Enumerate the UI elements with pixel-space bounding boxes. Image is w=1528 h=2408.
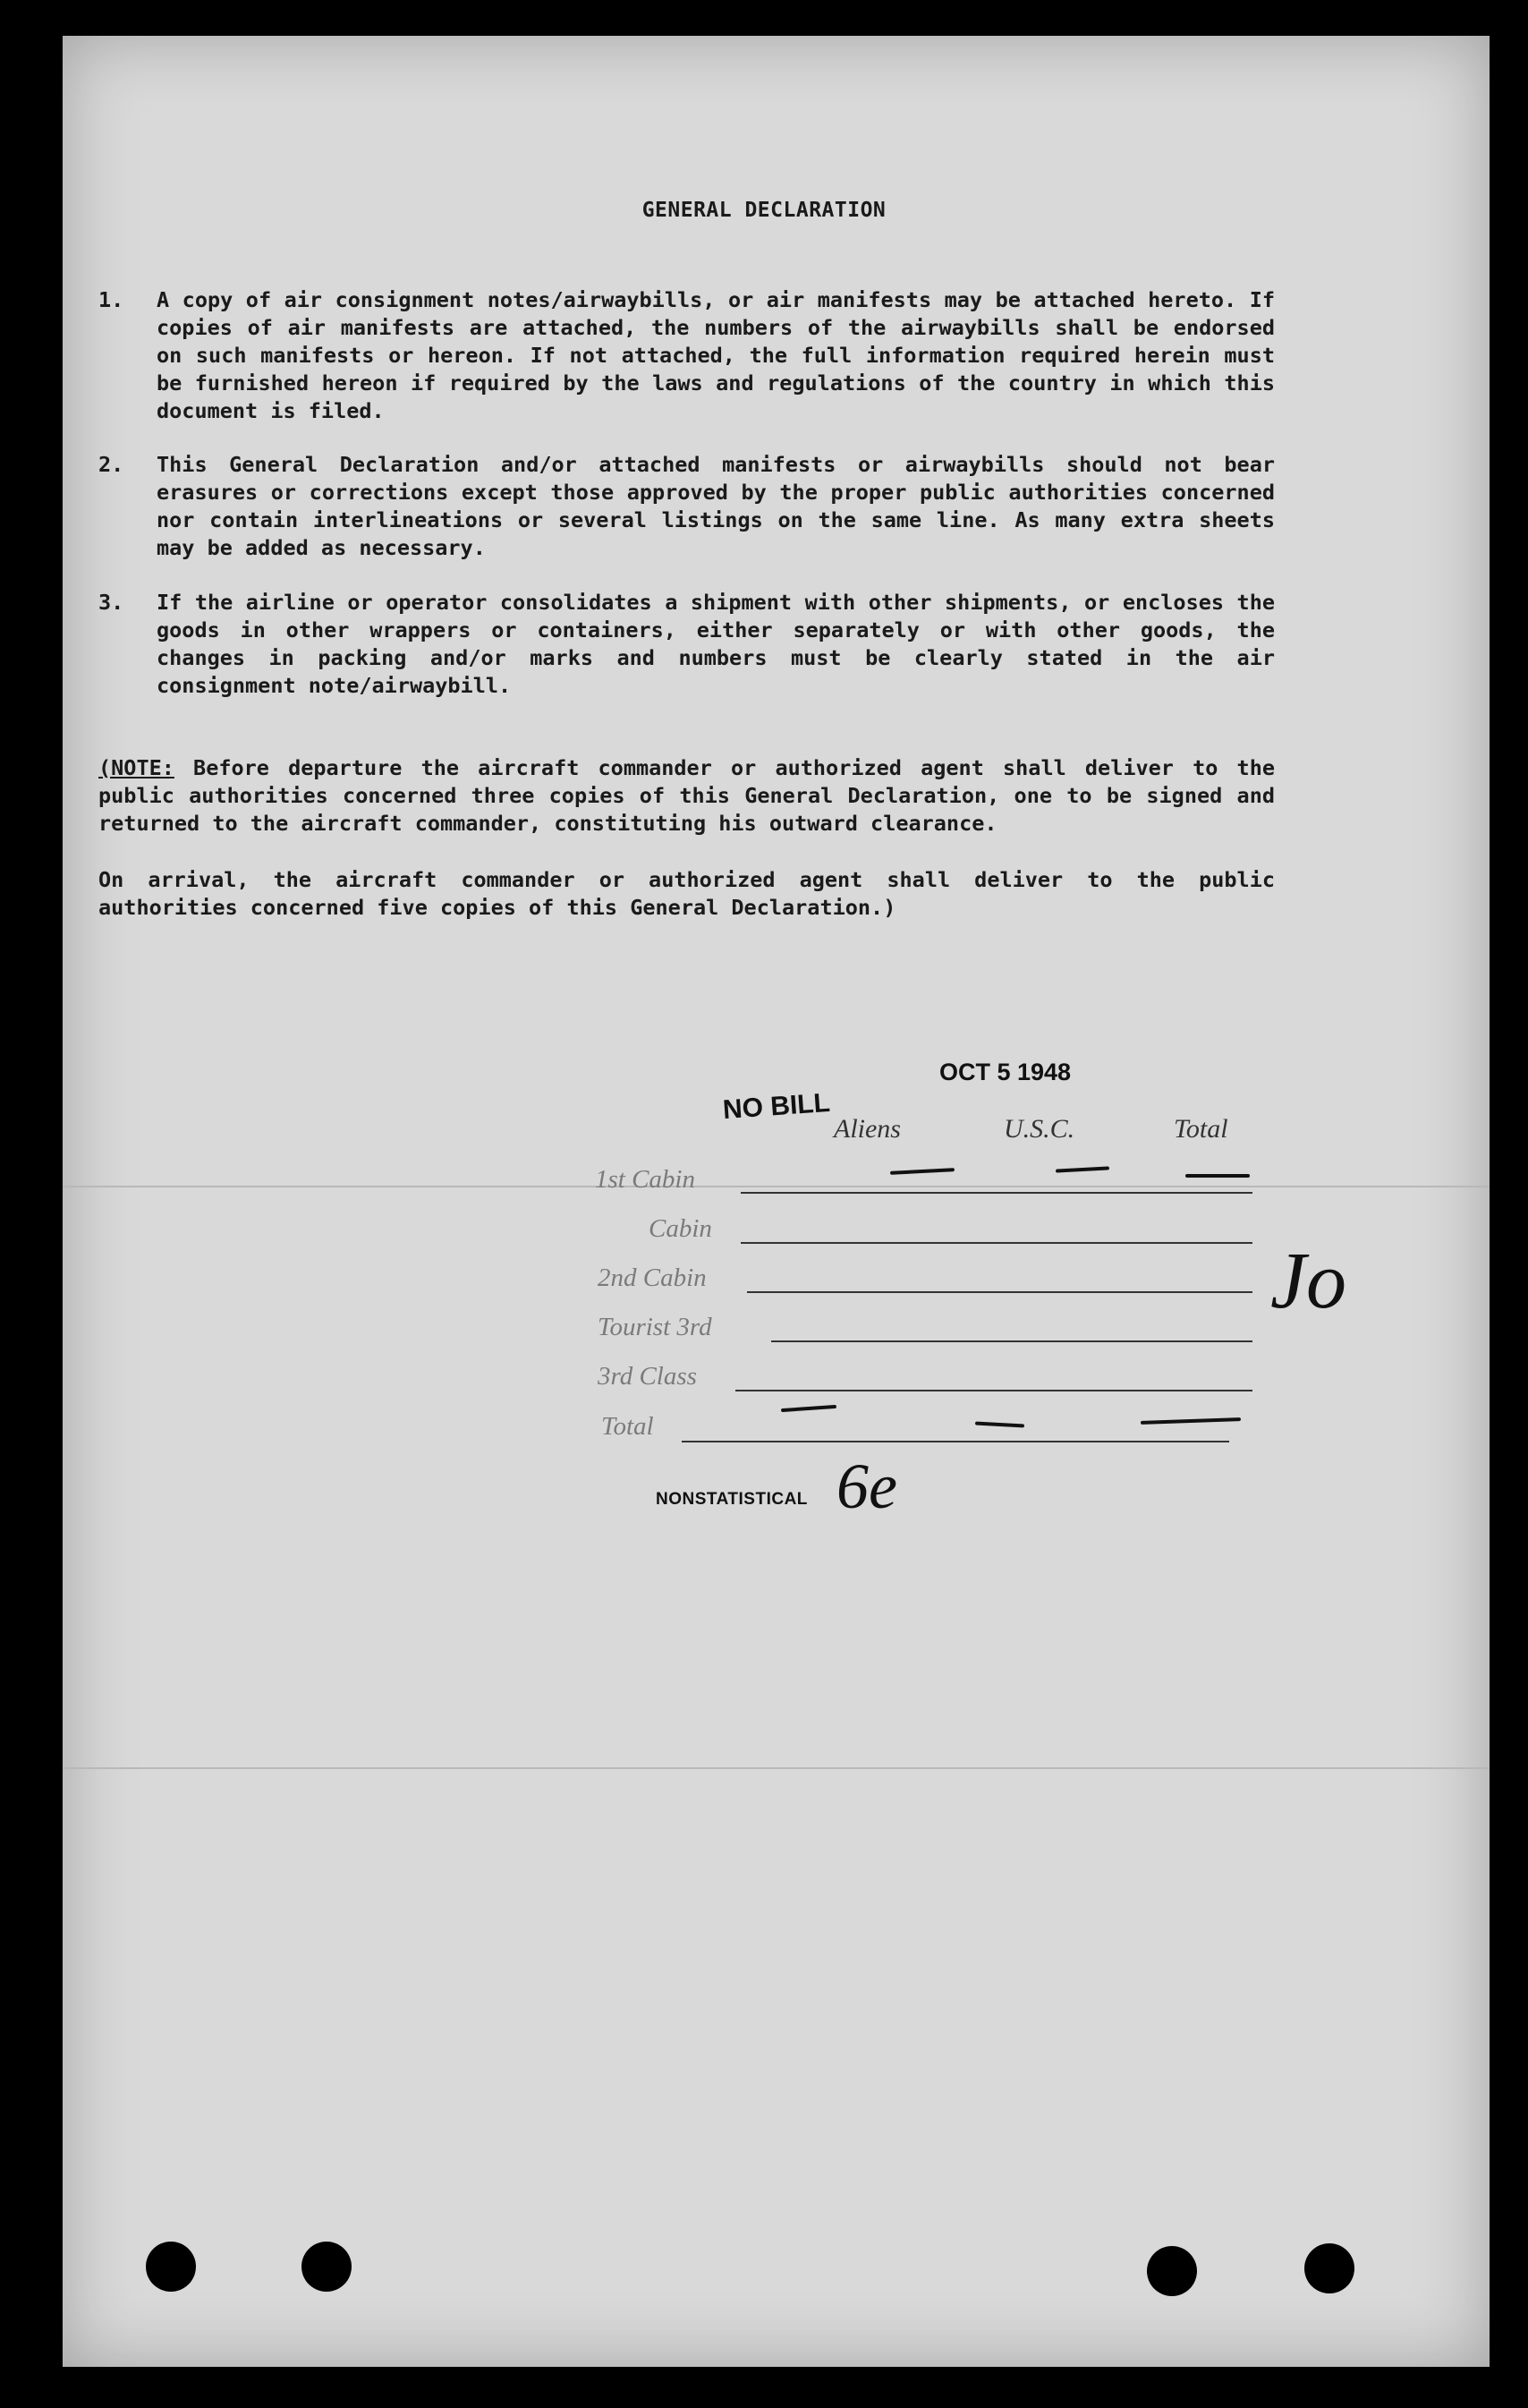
punch-hole bbox=[1147, 2246, 1197, 2296]
punch-hole bbox=[146, 2242, 196, 2292]
row-label-cabin: Cabin bbox=[649, 1214, 712, 1243]
fold-line bbox=[63, 1186, 1490, 1187]
entry-dash bbox=[1185, 1174, 1250, 1178]
item-number: 3. bbox=[98, 590, 124, 615]
column-header-aliens: Aliens bbox=[834, 1114, 901, 1144]
nonstatistical-stamp: NONSTATISTICAL bbox=[656, 1490, 808, 1509]
arrival-paragraph: On arrival, the aircraft commander or authorized agent shall deliver to the public authorities concerned five copies of this General Declaration.) bbox=[98, 867, 1275, 920]
item-number: 1. bbox=[98, 287, 124, 312]
handwritten-count: 6e bbox=[836, 1451, 897, 1522]
row-line bbox=[747, 1291, 1252, 1293]
punch-hole bbox=[1304, 2243, 1354, 2293]
row-line bbox=[771, 1340, 1252, 1342]
row-line bbox=[741, 1192, 1252, 1194]
handwritten-initials: Jo bbox=[1270, 1237, 1346, 1325]
column-header-total: Total bbox=[1174, 1114, 1228, 1144]
note-text: Before departure the aircraft commander or authorized agent shall deliver to the public authorities concerned three copies of this General Declaration, one to be signed and returned to the aircraft commander, constituting his outward clearance. bbox=[98, 755, 1275, 836]
row-label-tourist-3rd: Tourist 3rd bbox=[598, 1313, 712, 1341]
instruction-item-1 bbox=[98, 286, 1275, 430]
note-label: (NOTE: bbox=[98, 755, 174, 780]
item-number: 2. bbox=[98, 452, 124, 477]
row-label-total: Total bbox=[601, 1412, 654, 1441]
row-line bbox=[682, 1441, 1229, 1442]
row-line bbox=[741, 1242, 1252, 1244]
document-title: GENERAL DECLARATION bbox=[641, 199, 887, 222]
item-text: This General Declaration and/or attached manifests or airwaybills should not bear erasures or corrections except those approved by the proper public authorities concerned nor contain interlineations or several listings on the same line. As many extra sheets may be added as necessary. bbox=[157, 452, 1275, 560]
instruction-item-3 bbox=[98, 589, 1275, 705]
note-paragraph bbox=[98, 754, 1275, 838]
row-label-3rd-class: 3rd Class bbox=[598, 1362, 697, 1391]
punch-hole bbox=[301, 2242, 352, 2292]
row-label-2nd-cabin: 2nd Cabin bbox=[598, 1264, 707, 1292]
instruction-item-2 bbox=[98, 451, 1275, 567]
no-bill-stamp: NO BILL bbox=[721, 1087, 831, 1126]
column-header-usc: U.S.C. bbox=[1004, 1114, 1075, 1144]
row-line bbox=[735, 1390, 1252, 1391]
fold-line bbox=[63, 1767, 1490, 1769]
date-stamp: OCT 5 1948 bbox=[939, 1059, 1072, 1085]
row-label-1st-cabin: 1st Cabin bbox=[595, 1165, 695, 1194]
item-text: If the airline or operator consolidates a shipment with other shipments, or encloses the goods in other wrappers or containers, either separately or with other goods, the changes in packing and/or marks and numbers must be clearly stated in the air consignment note/airwaybill. bbox=[157, 590, 1275, 698]
item-text: A copy of air consignment notes/airwaybills, or air manifests may be attached hereto. If copies of air manifests are attached, the numbers of the airwaybills shall be endorsed on such manifests or hereon. If not attached, the full information required herein must be furnished hereon if required by the laws and regulations of the country in which this document is filed. bbox=[157, 287, 1275, 423]
